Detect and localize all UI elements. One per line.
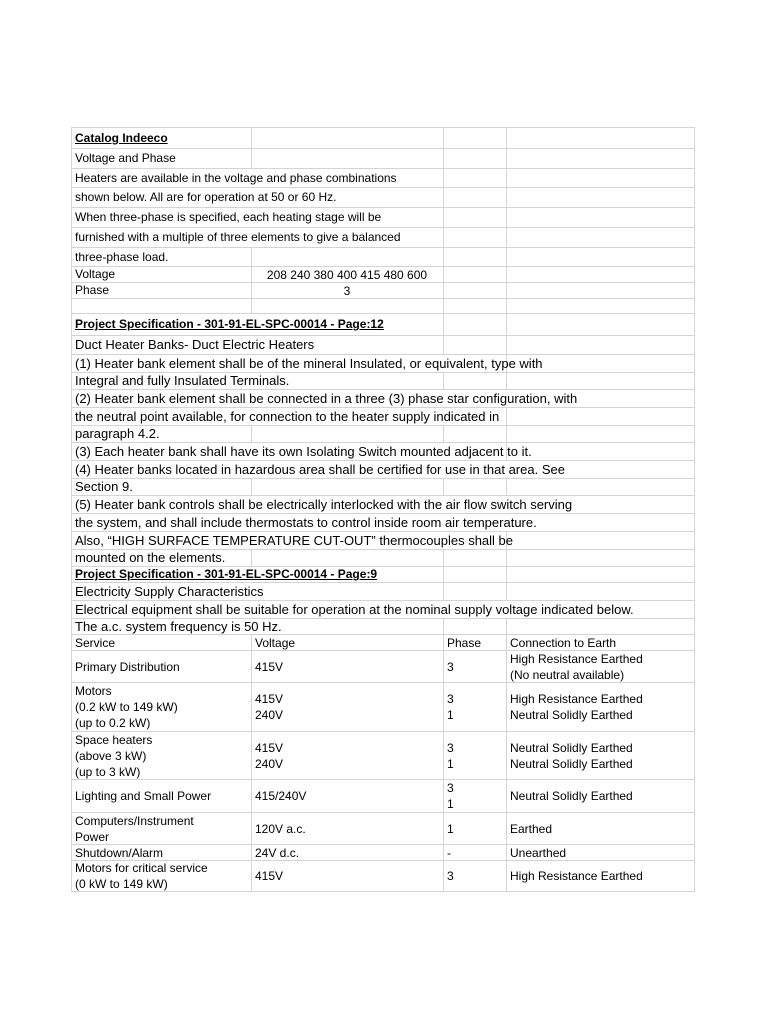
spec9-row	[71, 600, 695, 618]
catalog-phase-label: Phase	[75, 283, 110, 298]
catalog-row	[71, 148, 695, 168]
spec12-row	[71, 495, 695, 513]
voltage-line: 415V	[255, 740, 284, 755]
connection-line: Neutral Solidly Earthed	[510, 756, 633, 771]
connection-line: High Resistance Earthed	[510, 651, 643, 666]
service-line: (0 kW to 149 kW)	[75, 877, 168, 891]
connection-line: High Resistance Earthed	[510, 692, 643, 706]
phase-cell	[447, 780, 502, 812]
connection-line: Unearthed	[510, 845, 567, 860]
connection-line: High Resistance Earthed	[510, 869, 643, 883]
spec9-heading: Project Specification - 301-91-EL-SPC-00014 - Page:9	[75, 567, 378, 582]
service-line: Space heaters	[75, 732, 153, 747]
spec9-row	[71, 582, 695, 600]
spec12-row	[71, 513, 695, 531]
spec12-text-line: the system, and shall include thermostats to control inside room air temperature.	[75, 514, 537, 530]
spec12-text-line: (2) Heater bank element shall be connected in a three (3) phase star configuration, with	[75, 390, 578, 406]
catalog-phase-value: 3	[343, 283, 351, 298]
table-row	[71, 860, 695, 892]
catalog-row	[71, 168, 695, 187]
service-line: (0.2 kW to 149 kW)	[75, 700, 178, 714]
voltage-cell	[255, 651, 439, 682]
catalog-row	[71, 207, 695, 227]
spec12-text-line: (3) Each heater bank shall have its own Isolating Switch mounted adjacent to it.	[75, 443, 532, 459]
spec9-row	[71, 618, 695, 634]
table-row	[71, 650, 695, 682]
spec12-title: Duct Heater Banks- Duct Electric Heaters	[75, 337, 315, 353]
spec9-heading-row	[71, 566, 695, 582]
phase-line: 3	[447, 781, 454, 795]
spec9-text-line: The a.c. system frequency is 50 Hz.	[75, 618, 282, 634]
header-phase: Phase	[447, 635, 482, 650]
spec12-row	[71, 460, 695, 478]
spec9-title: Electricity Supply Characteristics	[75, 583, 264, 599]
catalog-voltage-row	[71, 266, 695, 282]
catalog-text-line: Heaters are available in the voltage and phase combinations	[75, 170, 397, 185]
phase-cell	[447, 813, 502, 844]
service-cell	[75, 780, 247, 812]
voltage-line: 415V	[255, 869, 284, 883]
spreadsheet	[71, 127, 695, 892]
spec12-row	[71, 549, 695, 566]
voltage-line: 415V	[255, 659, 284, 674]
spec12-row	[71, 478, 695, 495]
spec12-row	[71, 442, 695, 460]
phase-line: 3	[447, 659, 454, 674]
voltage-cell	[255, 780, 439, 812]
voltage-cell	[255, 683, 439, 731]
service-cell	[75, 813, 247, 844]
connection-line: Earthed	[510, 821, 553, 836]
spec12-text-line: (5) Heater bank controls shall be electrically interlocked with the air flow switch serving	[75, 496, 573, 512]
table-row	[71, 812, 695, 844]
blank-row	[71, 298, 695, 313]
catalog-voltage-label: Voltage	[75, 267, 116, 282]
spec12-row	[71, 407, 695, 425]
spec9-text-line: Electrical equipment shall be suitable for operation at the nominal supply voltage indicated below.	[75, 601, 634, 617]
spec12-heading-row	[71, 313, 695, 335]
service-line: Motors	[75, 684, 112, 698]
phase-cell	[447, 845, 502, 860]
service-line: Power	[75, 829, 110, 844]
voltage-cell	[255, 845, 439, 860]
phase-line: 1	[447, 821, 454, 836]
phase-line: 3	[447, 692, 454, 706]
service-line: Motors for critical service	[75, 861, 208, 875]
catalog-row	[71, 247, 695, 266]
service-line: (up to 0.2 kW)	[75, 716, 151, 730]
connection-line: Neutral Solidly Earthed	[510, 708, 633, 722]
spec12-text-line: the neutral point available, for connection to the heater supply indicated in	[75, 408, 500, 424]
connection-cell	[510, 813, 690, 844]
phase-line: 3	[447, 869, 454, 883]
phase-line: 1	[447, 708, 454, 722]
phase-cell	[447, 651, 502, 682]
service-cell	[75, 683, 247, 731]
catalog-voltage-phase: Voltage and Phase	[75, 151, 176, 166]
phase-cell	[447, 683, 502, 731]
spec12-text-line: mounted on the elements.	[75, 550, 226, 566]
phase-line: 1	[447, 756, 454, 771]
service-line: Lighting and Small Power	[75, 789, 212, 803]
voltage-cell	[255, 732, 439, 779]
phase-line: -	[447, 845, 451, 860]
voltage-cell	[255, 861, 439, 891]
service-line: Primary Distribution	[75, 659, 180, 674]
voltage-line: 240V	[255, 756, 284, 771]
table-row	[71, 682, 695, 731]
voltage-line: 120V a.c.	[255, 821, 306, 836]
header-service: Service	[75, 635, 116, 650]
service-line: (above 3 kW)	[75, 748, 147, 763]
connection-cell	[510, 845, 690, 860]
supply-table-header	[71, 634, 695, 650]
connection-line: Neutral Solidly Earthed	[510, 740, 633, 755]
connection-line: (No neutral available)	[510, 667, 625, 682]
spec12-text-line: Integral and fully Insulated Terminals.	[75, 373, 290, 389]
spec12-heading: Project Specification - 301-91-EL-SPC-00014 - Page:12	[75, 317, 384, 332]
spec12-row	[71, 531, 695, 549]
connection-cell	[510, 780, 690, 812]
table-row	[71, 731, 695, 779]
phase-line: 1	[447, 797, 454, 811]
spec12-text-line: (1) Heater bank element shall be of the mineral Insulated, or equivalent, type with	[75, 355, 543, 371]
catalog-phase-row	[71, 282, 695, 298]
voltage-line: 240V	[255, 708, 284, 722]
voltage-line: 415/240V	[255, 789, 307, 803]
spec12-row	[71, 389, 695, 407]
spec12-row	[71, 372, 695, 389]
voltage-line: 415V	[255, 692, 284, 706]
connection-line: Neutral Solidly Earthed	[510, 789, 633, 803]
catalog-text-line: When three-phase is specified, each heating stage will be	[75, 210, 382, 225]
service-cell	[75, 732, 247, 779]
catalog-voltage-values: 208 240 380 400 415 480 600	[266, 267, 428, 282]
connection-cell	[510, 651, 690, 682]
spec12-text-line: Also, “HIGH SURFACE TEMPERATURE CUT-OUT” thermocouples shall be	[75, 532, 514, 548]
catalog-heading-row	[71, 127, 695, 148]
catalog-text-line: shown below. All are for operation at 50 or 60 Hz.	[75, 190, 337, 205]
table-row	[71, 779, 695, 812]
phase-cell	[447, 861, 502, 891]
connection-cell	[510, 861, 690, 891]
connection-cell	[510, 732, 690, 779]
spec12-text-line: Section 9.	[75, 479, 133, 495]
service-cell	[75, 861, 247, 891]
spec12-text-line: (4) Heater banks located in hazardous area shall be certified for use in that area. See	[75, 461, 565, 477]
voltage-cell	[255, 813, 439, 844]
catalog-text-line: furnished with a multiple of three elements to give a balanced	[75, 230, 401, 245]
spec12-row	[71, 425, 695, 442]
service-cell	[75, 845, 247, 860]
phase-cell	[447, 732, 502, 779]
service-line: (up to 3 kW)	[75, 764, 141, 779]
header-connection: Connection to Earth	[510, 635, 617, 650]
catalog-row	[71, 227, 695, 247]
spec12-row	[71, 335, 695, 354]
header-voltage: Voltage	[255, 635, 296, 650]
phase-line: 3	[447, 740, 454, 755]
spec12-row	[71, 354, 695, 372]
catalog-row	[71, 187, 695, 207]
service-line: Computers/Instrument	[75, 813, 194, 828]
service-line: Shutdown/Alarm	[75, 845, 164, 860]
connection-cell	[510, 683, 690, 731]
service-cell	[75, 651, 247, 682]
spec12-text-line: paragraph 4.2.	[75, 426, 160, 442]
voltage-line: 24V d.c.	[255, 845, 300, 860]
catalog-heading: Catalog Indeeco	[75, 130, 168, 145]
catalog-text-line: three-phase load.	[75, 249, 169, 264]
table-row	[71, 844, 695, 860]
